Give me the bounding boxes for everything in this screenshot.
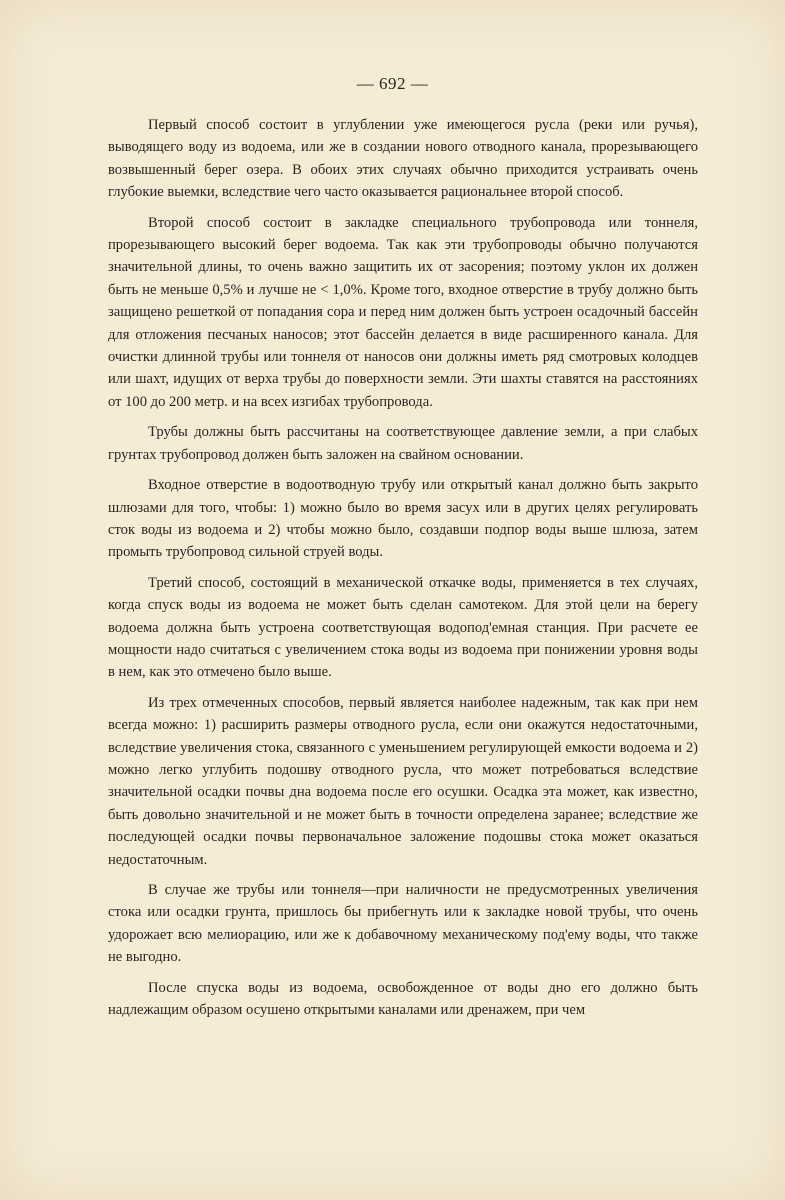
paragraph-8: После спуска воды из водоема, освобожденное от воды дно его должно быть надлежащим образом осушено открытыми каналами или дренажем, при чем xyxy=(108,979,698,1019)
paragraph-3: Трубы должны быть рассчитаны на соответствующее давление земли, а при слабых грунтах трубопровод должен быть заложен на свайном основании. xyxy=(108,424,698,463)
paragraph-7: В случае же трубы или тоннеля—при наличности не предусмотренных увеличения стока или осадки грунта, пришлось бы прибегнуть или к закладке новой трубы, что очень удорожает всю мелиорацию, или же к добавочному механическому под'ему воды, что также не выгодно. xyxy=(108,882,698,966)
paragraph-1: Первый способ состоит в углублении уже имеющегося русла (реки или ручья), выводящего воду из водоема, или же в создании нового отводного канала, прорезывающего возвышенный берег озера. В обоих этих случаях обычно приходится устраивать очень глубокие выемки, вследствие чего часто оказывается рациональнее второй способ. xyxy=(108,117,698,201)
page-number: — 692 — xyxy=(356,74,429,93)
paragraph-2: Второй способ состоит в закладке специального трубопровода или тоннеля, прорезывающего высокий берег водоема. Так как эти трубопроводы обычно получаются значительной длины, то очень важно защитить их от засорения; поэтому уклон их должен быть не меньше 0,5% и лучше не < 1,0%. Кроме того, входное отверстие в трубу должно быть защищено решеткой от попадания сора и перед ним должен быть устроен осадочный бассейн для отложения песчаных наносов; этот бассейн делается в виде расширенного канала. Для очистки длинной трубы или тоннеля от наносов они должны иметь ряд смотровых колодцев или шахт, идущих от верха трубы до поверхности земли. Эти шахты ставятся на расстояниях от 100 до 200 метр. и на всех изгибах трубопровода. xyxy=(108,214,698,410)
paragraph-5: Третий способ, состоящий в механической откачке воды, применяется в тех случаях, когда спуск воды из водоема не может быть сделан самотеком. Для этой цели на берегу водоема должна быть устроена соответствующая водопод'емная станция. При расчете ее мощности надо считаться с увеличением стока воды из водоема при понижении уровня воды в нем, как это отмечено было выше. xyxy=(108,574,698,681)
body-text xyxy=(108,114,698,1021)
paragraph-4: Входное отверстие в водоотводную трубу или открытый канал должно быть закрыто шлюзами для того, чтобы: 1) можно было во время засух или в других целях регулировать сток воды из водоема и 2) чтобы можно было, создавши подпор воды выше шлюза, затем промыть трубопровод сильной струей воды. xyxy=(108,477,698,561)
paragraph-6: Из трех отмеченных способов, первый является наиболее надежным, так как при нем всегда можно: 1) расширить размеры отводного русла, если они окажутся недостаточными, вследствие увеличения стока, связанного с уменьшением регулирующей емкости водоема и 2) можно легко углубить подошву отводного русла, что может потребоваться вследствие значительной осадки почвы дна водоема после его осушки. Осадка эта может, как известно, быть довольно значительной и не может быть в точности определена заранее; вследствие же последующей осадки почвы первоначальное заложение подошвы стока может оказаться недостаточным. xyxy=(108,694,698,868)
